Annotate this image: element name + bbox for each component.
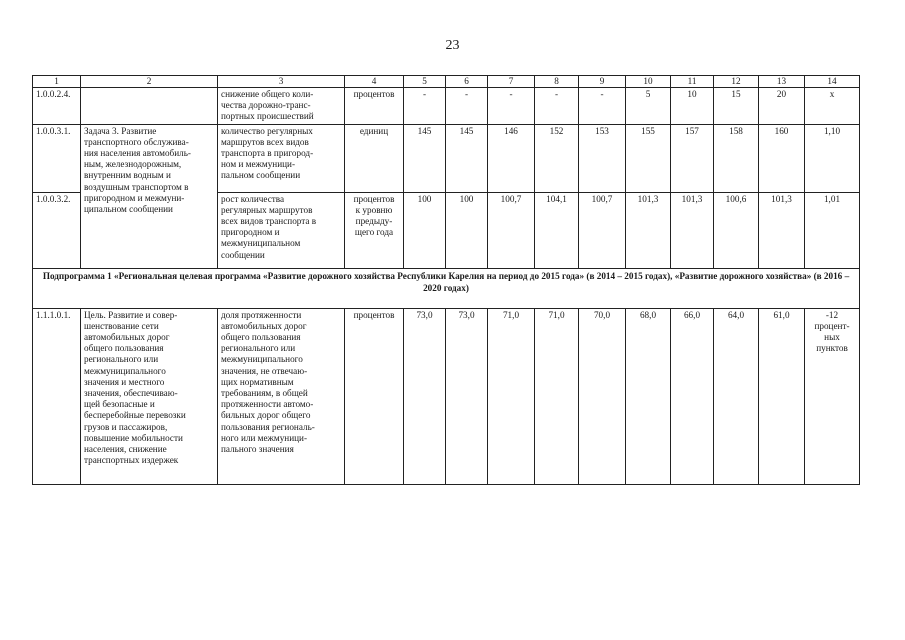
header-cell: 14 — [805, 76, 860, 88]
header-cell: 5 — [404, 76, 446, 88]
value-cell: 158 — [714, 124, 759, 192]
page-number: 23 — [445, 38, 460, 53]
value-cell: 20 — [759, 88, 805, 125]
header-cell: 7 — [488, 76, 535, 88]
header-cell: 3 — [218, 76, 345, 88]
row-indicator: рост количества регулярных маршрутов всех видов транспорта в пригородном и межмуниципальном сообщении — [218, 192, 345, 268]
final-value-cell: 1,10 — [805, 124, 860, 192]
value-cell: 71,0 — [488, 308, 535, 484]
row-unit: процентов к уровню предыду- щего года — [345, 192, 404, 268]
value-cell: 104,1 — [535, 192, 579, 268]
value-cell: 146 — [488, 124, 535, 192]
value-cell: 101,3 — [759, 192, 805, 268]
subprogram-row — [33, 268, 860, 308]
header-row — [33, 76, 860, 88]
value-cell: 100 — [404, 192, 446, 268]
value-cell: 101,3 — [671, 192, 714, 268]
value-cell: 70,0 — [579, 308, 626, 484]
header-cell: 9 — [579, 76, 626, 88]
row-unit: процентов — [345, 88, 404, 125]
header-cell: 6 — [446, 76, 488, 88]
row-code: 1.0.0.3.2. — [33, 192, 81, 268]
final-value-cell: -12 процент- ных пунктов — [805, 308, 860, 484]
table-row — [33, 124, 860, 192]
final-value-cell: х — [805, 88, 860, 125]
header-cell: 2 — [81, 76, 218, 88]
header-cell: 12 — [714, 76, 759, 88]
header-cell: 13 — [759, 76, 805, 88]
value-cell: 145 — [446, 124, 488, 192]
value-cell: - — [488, 88, 535, 125]
row-code: 1.1.1.0.1. — [33, 308, 81, 484]
value-cell: 101,3 — [626, 192, 671, 268]
value-cell: 10 — [671, 88, 714, 125]
header-cell: 10 — [626, 76, 671, 88]
header-cell: 8 — [535, 76, 579, 88]
value-cell: 160 — [759, 124, 805, 192]
table-row — [33, 88, 860, 125]
value-cell: - — [404, 88, 446, 125]
table-row — [33, 308, 860, 484]
value-cell: - — [535, 88, 579, 125]
value-cell: 73,0 — [404, 308, 446, 484]
value-cell: 155 — [626, 124, 671, 192]
indicators-table — [32, 75, 860, 485]
value-cell: 73,0 — [446, 308, 488, 484]
value-cell: 71,0 — [535, 308, 579, 484]
value-cell: 61,0 — [759, 308, 805, 484]
header-cell: 11 — [671, 76, 714, 88]
value-cell: 5 — [626, 88, 671, 125]
row-task — [81, 88, 218, 125]
row-indicator: снижение общего коли- чества дорожно-транс- портных происшествий — [218, 88, 345, 125]
value-cell: 100,6 — [714, 192, 759, 268]
value-cell: 157 — [671, 124, 714, 192]
row-code: 1.0.0.3.1. — [33, 124, 81, 192]
row-indicator: доля протяженности автомобильных дорог общего пользования регионального или межмуниципального значения, не отвечаю- щих нормативным требованиям, в общей протяженности автомо- бильных дорог общего пользования региональ- ного или межмуници- пального значения — [218, 308, 345, 484]
row-unit: единиц — [345, 124, 404, 192]
row-indicator: количество регулярных маршрутов всех видов транспорта в пригород- ном и межмуници- пальном сообщении — [218, 124, 345, 192]
value-cell: 153 — [579, 124, 626, 192]
header-cell: 1 — [33, 76, 81, 88]
value-cell: 152 — [535, 124, 579, 192]
value-cell: 100,7 — [488, 192, 535, 268]
value-cell: 64,0 — [714, 308, 759, 484]
subprogram-title: Подпрограмма 1 «Региональная целевая программа «Развитие дорожного хозяйства Республики Карелия на период до 2015 года» (в 2014 – 2015 годах), «Развитие дорожного хозяйства» (в 2016 – 2020 годах) — [33, 268, 860, 308]
row-task: Цель. Развитие и совер- шенствование сети автомобильных дорог общего пользования регионального или межмуниципального значения и местного значения, обеспечиваю- щей безопасные и бесперебойные перевозки грузов и пассажиров, повышение мобильности населения, снижение транспортных издержек — [81, 308, 218, 484]
value-cell: - — [446, 88, 488, 125]
value-cell: 68,0 — [626, 308, 671, 484]
value-cell: 100,7 — [579, 192, 626, 268]
value-cell: 66,0 — [671, 308, 714, 484]
row-task: Задача 3. Развитие транспортного обслужива- ния населения автомобиль- ным, железнодорожным, внутренним водным и воздушным транспортом в пригородном и межмуни- ципальном сообщении — [81, 124, 218, 268]
row-code: 1.0.0.2.4. — [33, 88, 81, 125]
value-cell: 100 — [446, 192, 488, 268]
value-cell: 15 — [714, 88, 759, 125]
row-unit: процентов — [345, 308, 404, 484]
value-cell: 145 — [404, 124, 446, 192]
header-cell: 4 — [345, 76, 404, 88]
value-cell: - — [579, 88, 626, 125]
final-value-cell: 1,01 — [805, 192, 860, 268]
